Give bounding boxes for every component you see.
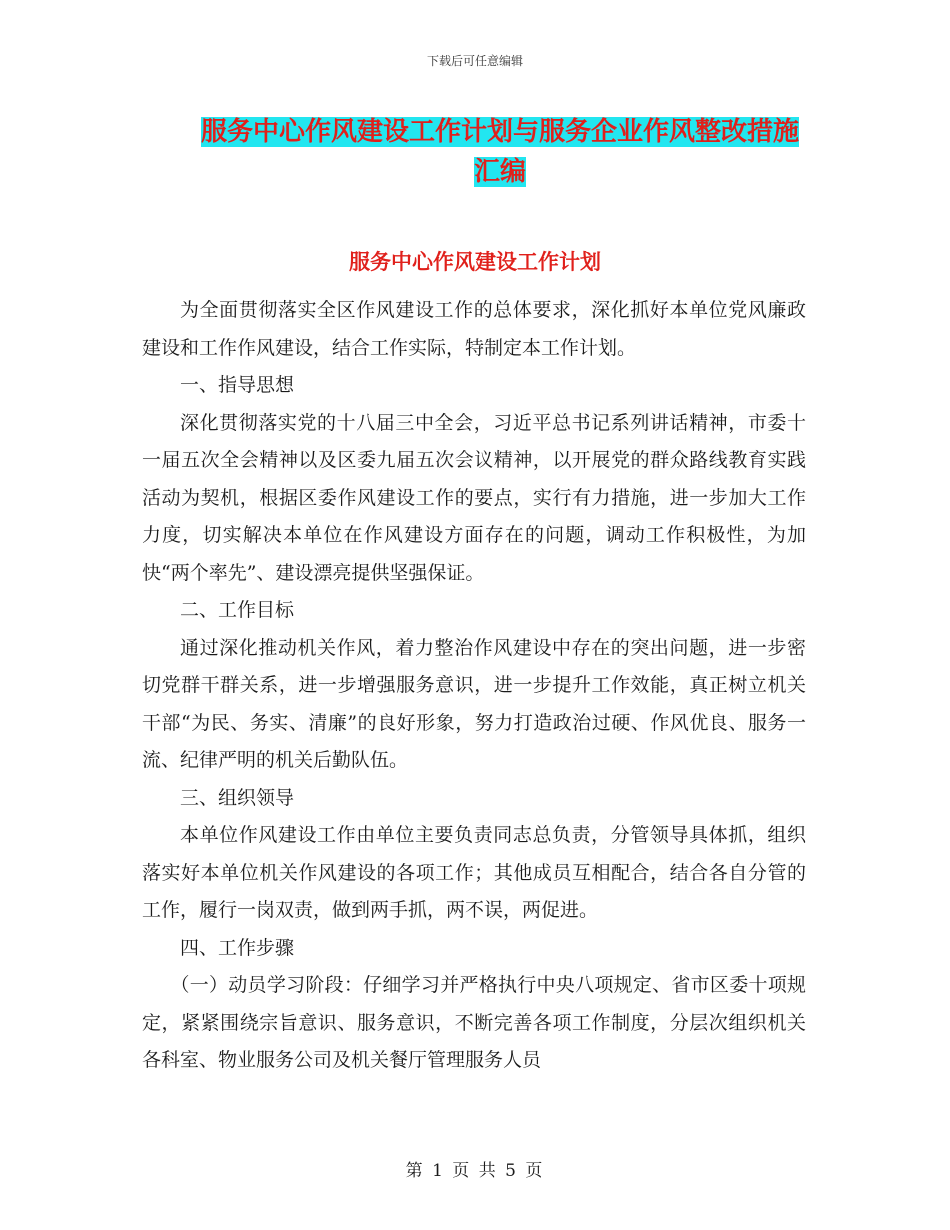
heading-work-goals: 二、工作目标 <box>180 599 295 621</box>
page-footer: 第 1 页 共 5 页 <box>405 1161 545 1181</box>
header-note: 下载后可任意编辑 <box>426 54 523 68</box>
intro-paragraph: 为全面贯彻落实全区作风建设工作的总体要求，深化抓好本单位党风廉政建设和工作作风建设，结合工作实际，特制定本工作计划。 <box>142 299 806 359</box>
paragraph-work-goals: 通过深化推动机关作风，着力整治作风建设中存在的突出问题，进一步密切党群干群关系，进一步增强服务意识，进一步提升工作效能，真正树立机关干部“为民、务实、清廉”的良好形象，努力打造政治过硬、作风优良、服务一流、纪律严明的机关后勤队伍。 <box>142 636 806 771</box>
document-title-line-2: 汇编 <box>473 157 526 187</box>
heading-guiding-ideology: 一、指导思想 <box>180 374 295 396</box>
document-title <box>190 112 810 192</box>
paragraph-guiding-ideology: 深化贯彻落实党的十八届三中全会，习近平总书记系列讲话精神，市委十一届五次全会精神以及区委九届五次会议精神，以开展党的群众路线教育实践活动为契机，根据区委作风建设工作的要点，实行有力措施，进一步加大工作力度，切实解决本单位在作风建设方面存在的问题，调动工作积极性，为加快“两个率先”、建设漂亮提供坚强保证。 <box>142 411 806 584</box>
paragraph-work-steps: （一）动员学习阶段：仔细学习并严格执行中央八项规定、省市区委十项规定，紧紧围绕宗旨意识、服务意识，不断完善各项工作制度，分层次组织机关各科室、物业服务公司及机关餐厅管理服务人员 <box>142 974 806 1071</box>
section-title: 服务中心作风建设工作计划 <box>349 250 601 274</box>
heading-work-steps: 四、工作步骤 <box>180 936 295 959</box>
paragraph-organization: 本单位作风建设工作由单位主要负责同志总负责，分管领导具体抓，组织落实好本单位机关作风建设的各项工作；其他成员互相配合，结合各自分管的工作，履行一岗双责，做到两手抓，两不误，两促进。 <box>142 824 806 921</box>
heading-organization: 三、组织领导 <box>180 786 295 809</box>
document-title-line-1: 服务中心作风建设工作计划与服务企业作风整改措施 <box>200 117 799 147</box>
document-body <box>142 292 806 1080</box>
